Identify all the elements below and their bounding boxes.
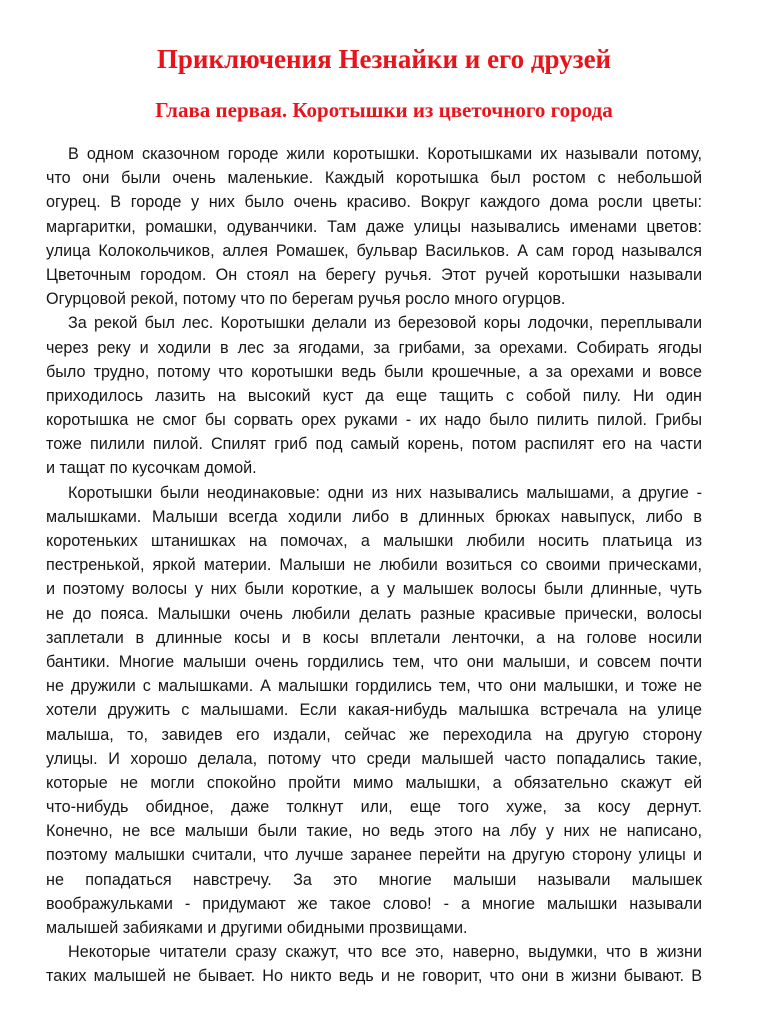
text-line: Цветочным городом. Он стоял на берегу ручья. Этот ручей коротышки называли [46, 265, 702, 284]
text-line: огурец. В городе у них было очень красиво. Вокруг каждого дома росли цветы: [46, 193, 702, 212]
text-line: Огурцовой рекой, потому что по берегам ручья росло много огурцов. [46, 290, 566, 309]
text-line: малышками. Малыши всегда ходили либо в длинных брюках навыпуск, либо в [46, 507, 702, 526]
text-line: коротеньких штанишках на помочах, а малышки любили носить платьица из [46, 532, 702, 550]
text-line: через реку и ходили в лес за ягодами, за грибами, за орехами. Собирать ягоды [46, 338, 702, 357]
text-line: улица Колокольчиков, аллея Ромашек, бульвар Васильков. А сам город назывался [46, 241, 702, 260]
text-line: было трудно, потому что коротышки ведь были крошечные, а за орехами и вовсе [46, 362, 702, 381]
text-line: Некоторые читатели сразу скажут, что все это, наверно, выдумки, что в жизни [68, 943, 702, 962]
text-line: коротышка не смог бы сорвать орех руками - их надо было пилить пилой. Грибы [46, 411, 702, 430]
body-text [46, 142, 702, 989]
text-line: В одном сказочном городе жили коротышки. Коротышками их называли потому, [68, 145, 702, 163]
text-line: улицы. И хорошо делала, потому что среди малышей часто попадались такие, [46, 749, 702, 768]
document-title: Приключения Незнайки и его друзей [156, 44, 612, 74]
text-line: поэтому малышки считали, что лучше заранее перейти на другую сторону улицы и [46, 846, 702, 865]
text-line: не до пояса. Малышки очень любили делать разные красивые прически, волосы [46, 604, 702, 623]
text-line: воображульками - придумают же такое слово! - а многие малышки называли [46, 894, 702, 913]
text-line: и тащат по кусочкам домой. [46, 459, 257, 478]
text-line: заплетали в длинные косы и в косы вплетали ленточки, а на голове носили [46, 628, 702, 647]
text-line: хотели дружить с малышами. Если какая-нибудь малышка встречала на улице [46, 701, 702, 720]
text-line: Конечно, не все малыши были такие, но ведь этого на лбу у них не написано, [46, 822, 702, 841]
text-line: малышей забияками и другими обидными прозвищами. [46, 919, 468, 937]
text-line: Коротышки были неодинаковые: одни из них назывались малышами, а другие - [68, 483, 702, 502]
text-line: тоже пилили пилой. Спилят гриб под самый корень, потом распилят его на части [46, 435, 702, 454]
text-line: таких малышей не бывает. Но никто ведь и не говорит, что они в жизни бывают. В [46, 967, 702, 986]
text-line: бантики. Многие малыши очень гордились тем, что они малыши, и совсем почти [46, 652, 702, 671]
text-line: что-нибудь обидное, даже толкнут или, еще того хуже, за косу дернут. [46, 798, 702, 817]
text-line: и поэтому волосы у них были короткие, а у малышек волосы были длинные, чуть [46, 580, 702, 599]
text-line: За рекой был лес. Коротышки делали из березовой коры лодочки, переплывали [68, 314, 702, 333]
text-line: которые не могли спокойно пройти мимо малышки, а обязательно скажут ей [46, 773, 702, 792]
text-line: пестренькой, яркой материи. Малыши не любили возиться со своими прическами, [46, 556, 702, 575]
text-line: не дружили с малышками. А малышки гордились тем, что они малышки, и тоже не [46, 677, 702, 696]
text-line: что они были очень маленькие. Каждый коротышка был ростом с небольшой [46, 169, 702, 188]
text-line: малыша, то, завидев его издали, сейчас же переходила на другую сторону [46, 725, 702, 744]
text-line: не попадаться навстречу. За это многие малыши называли малышек [46, 870, 702, 889]
text-line: приходилось лазить на высокий куст да еще тащить с собой пилу. Ни один [46, 386, 702, 405]
text-line: маргаритки, ромашки, одуванчики. Там даже улицы назывались именами цветов: [46, 217, 702, 236]
chapter-title: Глава первая. Коротышки из цветочного города [155, 98, 613, 122]
